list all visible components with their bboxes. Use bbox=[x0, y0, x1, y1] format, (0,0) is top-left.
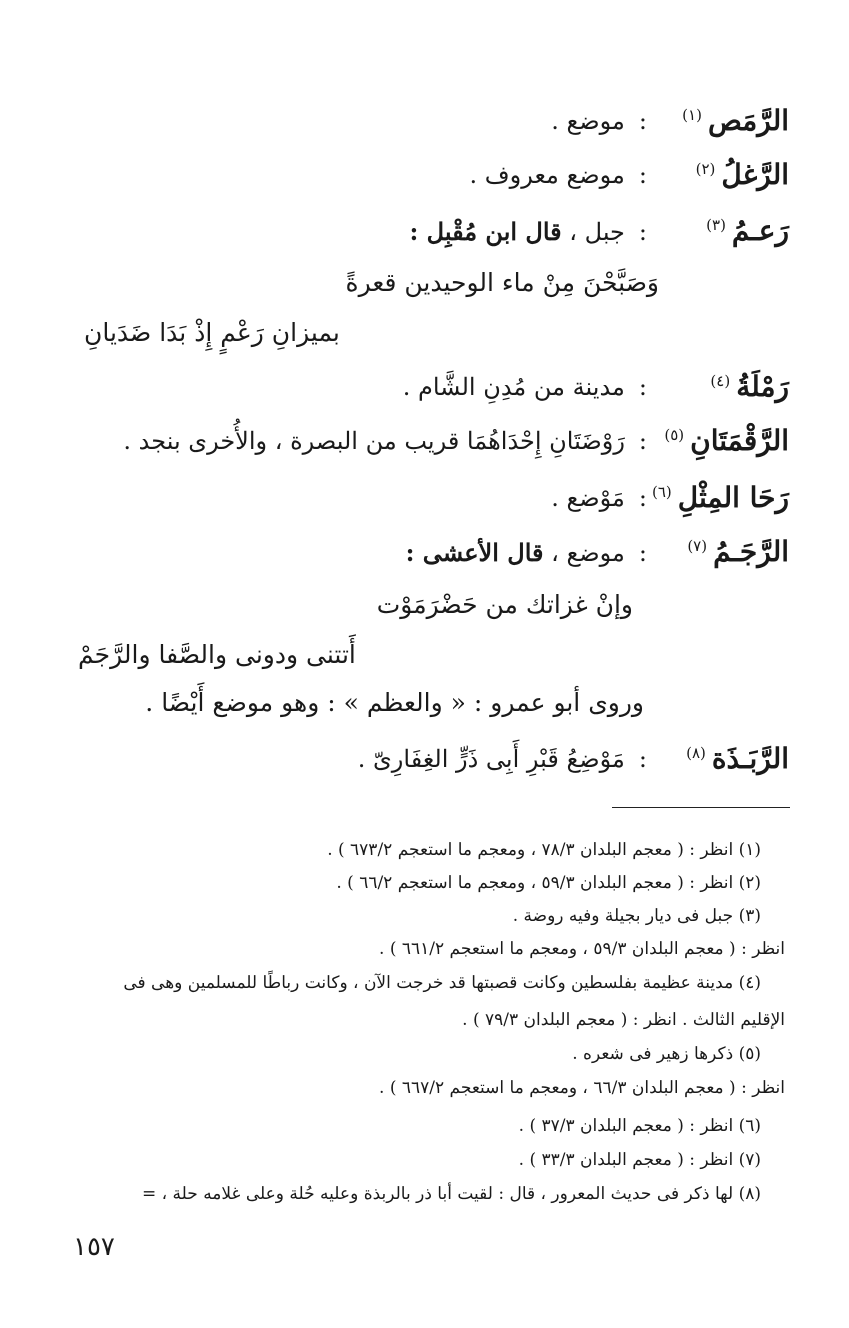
footnote-ref: (٥) bbox=[664, 425, 685, 444]
footnote-6: (٦) انظر : ( معجم البلدان ٣٧/٣ ) . bbox=[518, 1116, 761, 1136]
footnote-4-cont: الإقليم الثالث . انظر : ( معجم البلدان ٧٩/٣ ) . bbox=[462, 1010, 785, 1030]
footnote-5-cont: انظر : ( معجم البلدان ٦٦/٣ ، ومعجم ما استعجم ٦٦٧/٢ ) . bbox=[379, 1078, 785, 1098]
footnote-3-cont: انظر : ( معجم البلدان ٥٩/٣ ، ومعجم ما استعجم ٦٦١/٢ ) . bbox=[379, 939, 785, 959]
entry-4 bbox=[60, 370, 789, 414]
entry-definition: :موضع معروف . bbox=[469, 161, 647, 189]
entry-definition: :موضع ، قال الأعشى : bbox=[405, 538, 647, 567]
entry-5 bbox=[60, 424, 789, 468]
entry-headword: رَعـمُ$^{(٣)}$ bbox=[706, 214, 789, 247]
footnote-ref: (٧) bbox=[687, 536, 708, 555]
entry-headword: رَحَا المِثْلِ$^{(٦)}$ bbox=[651, 481, 789, 514]
footnote-ref: (٨) bbox=[686, 743, 706, 762]
footnote-4: (٤) مدينة عظيمة بفلسطين وكانت قصبتها قد خرجت الآن ، وكانت رباطًا للمسلمين وهى فى bbox=[123, 973, 761, 993]
entry-definition: :مَوْضِعُ قَبْرِ أَبِى ذَرٍّ الغِفَارِىّ . bbox=[357, 745, 647, 773]
entry-quote-intro: قال الأعشى : bbox=[405, 538, 544, 567]
entry-headword: الرَّجَـمُ$^{(٧)}$ bbox=[687, 535, 789, 568]
verse-line-1: وَصَبَّحْنَ مِنْ ماء الوحيدين قعرةً bbox=[345, 268, 659, 297]
footnote-ref: (١) bbox=[682, 105, 702, 124]
footnote-1: (١) انظر : ( معجم البلدان ٧٨/٣ ، ومعجم ما استعجم ٦٧٣/٢ ) . bbox=[327, 840, 761, 860]
entry-6 bbox=[60, 481, 789, 525]
verse-line-3: وإنْ غزاتك من حَضْرَمَوْت bbox=[376, 590, 633, 619]
verse-line-2: بميزانِ رَعْمٍ إِذْ بَدَا ضَدَيانِ bbox=[84, 318, 340, 347]
footnote-ref: (٢) bbox=[695, 159, 716, 178]
verse-line-4: أَتتنى ودونى والصَّفا والرَّجَمْ bbox=[78, 640, 356, 669]
footnote-ref: (٣) bbox=[706, 215, 726, 234]
entry-definition: :جبل ، قال ابن مُقْبِل : bbox=[409, 217, 647, 246]
entry-8 bbox=[60, 742, 789, 786]
entry-2 bbox=[60, 158, 789, 202]
entry-definition: :موضع . bbox=[551, 107, 647, 135]
entry-quote-intro: قال ابن مُقْبِل : bbox=[409, 217, 562, 246]
entry-definition: :رَوْضَتَانِ إِحْدَاهُمَا قريب من البصرة ، والأُخرى بنجد . bbox=[123, 427, 647, 455]
entry-headword: رَمْلَةُ$^{(٤)}$ bbox=[710, 370, 789, 403]
entry-headword: الرَّغلُ$^{(٢)}$ bbox=[695, 158, 789, 191]
footnote-ref: (٤) bbox=[710, 371, 731, 390]
footnote-2: (٢) انظر : ( معجم البلدان ٥٩/٣ ، ومعجم ما استعجم ٦٦/٢ ) . bbox=[336, 873, 761, 893]
verse-note: وروى أبو عمرو : « والعظم » : وهو موضع أَيْضًا . bbox=[145, 688, 644, 717]
footnote-3: (٣) جبل فى ديار بجيلة وفيه روضة . bbox=[512, 906, 761, 926]
entry-headword: الرَّمَص$^{(١)}$ bbox=[682, 104, 789, 137]
entry-7 bbox=[60, 535, 789, 579]
footnote-separator bbox=[612, 807, 790, 808]
footnote-5: (٥) ذكرها زهير فى شعره . bbox=[572, 1044, 761, 1064]
entry-headword: الرَّقْمَتَانِ$^{(٥)}$ bbox=[664, 424, 789, 457]
footnote-ref: (٦) bbox=[651, 482, 672, 501]
entry-definition: :مَوْضع . bbox=[551, 484, 647, 512]
entry-3 bbox=[60, 214, 789, 258]
footnote-8: (٨) لها ذكر فى حديث المعرور ، قال : لقيت أبا ذر بالربذة وعليه حُلة وعلى غلامه حلة ، = bbox=[142, 1184, 761, 1204]
entry-1 bbox=[60, 104, 789, 148]
entry-definition: :مدينة من مُدِنِ الشَّام . bbox=[402, 373, 647, 401]
page-number: ١٥٧ bbox=[73, 1232, 115, 1262]
entry-headword: الرَّبَـذَة$^{(٨)}$ bbox=[686, 742, 789, 775]
footnote-7: (٧) انظر : ( معجم البلدان ٣٣/٣ ) . bbox=[518, 1150, 761, 1170]
